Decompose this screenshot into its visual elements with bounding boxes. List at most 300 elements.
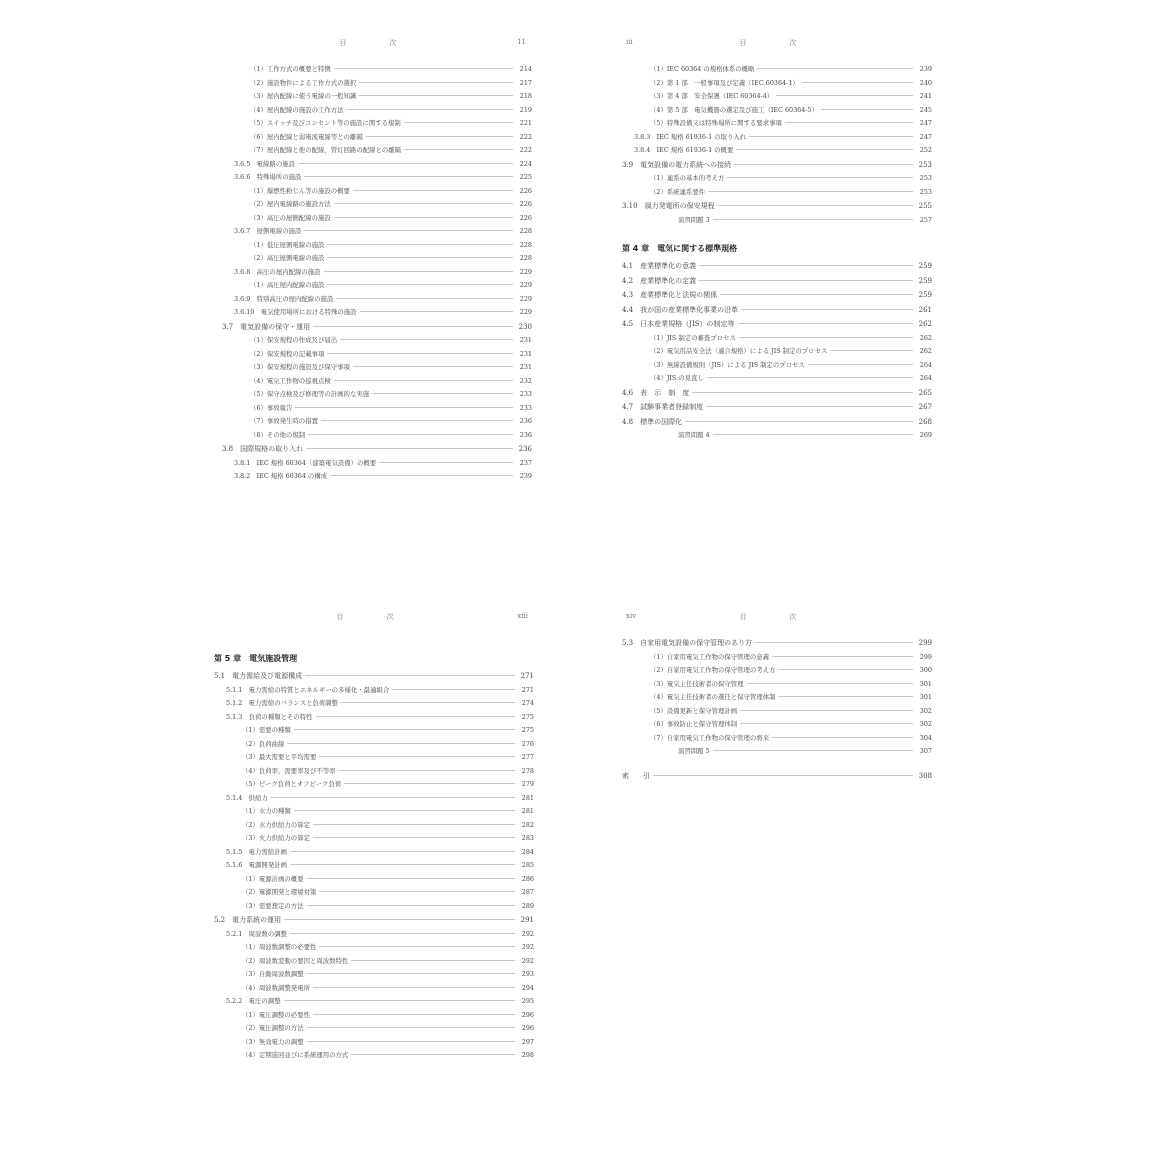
toc-entry[interactable] (622, 360, 932, 374)
toc-entry-label: 5.1.5 電力需給計画 (226, 847, 287, 856)
toc-entry[interactable] (622, 290, 932, 304)
toc-leader-line (713, 219, 913, 220)
toc-leader-line (339, 770, 515, 771)
toc-entry-label: 演習問題 5 (678, 747, 710, 755)
toc-entry[interactable] (622, 346, 932, 360)
toc-entry[interactable] (214, 1037, 534, 1051)
toc-leader-line (372, 393, 513, 394)
toc-entry[interactable] (622, 733, 932, 747)
toc-entry-label: 3.8.3 IEC 規格 61936-1 の取り入れ (634, 132, 747, 141)
toc-entry-label: 3.8.2 IEC 規格 60364 の構成 (234, 472, 328, 480)
toc-entry-page: 278 (521, 766, 534, 775)
toc-entry-page: 225 (519, 173, 532, 181)
toc-entry[interactable] (622, 665, 932, 679)
toc-entry[interactable] (214, 820, 534, 834)
toc-leader-line (336, 298, 513, 299)
toc-leader-line (734, 164, 913, 165)
toc-leader-line (772, 656, 913, 657)
toc-entry[interactable] (622, 638, 932, 652)
toc-leader-line (304, 230, 513, 231)
toc-entry[interactable] (222, 280, 532, 294)
toc-entry-label: 4.4 我が国の産業標準化事業の沿革 (622, 305, 739, 314)
toc-leader-line (747, 683, 913, 684)
toc-entry-page: 287 (521, 888, 534, 896)
toc-entry[interactable] (214, 766, 534, 780)
toc-entry-page: 281 (521, 807, 534, 815)
toc-entry[interactable] (222, 105, 532, 119)
toc-entry[interactable] (622, 78, 932, 92)
toc-entry[interactable] (222, 253, 532, 267)
toc-entry-label: 4.7 試験事業者登録制度 (622, 403, 704, 411)
toc-entry-page: 268 (918, 417, 932, 426)
toc-entry-page: 304 (919, 733, 932, 742)
toc-leader-line (327, 353, 513, 354)
toc-entry-page: 289 (521, 901, 534, 910)
toc-leader-line (359, 95, 513, 96)
toc-entry[interactable] (222, 226, 532, 240)
toc-entry-label: （7）屋内配線と他の配線，管灯回路の配線との離隔 (250, 146, 402, 154)
page-number: xiv (626, 612, 637, 620)
toc-entry[interactable] (622, 402, 932, 416)
toc-entry-label: （4）電気工作物の巡視点検 (250, 376, 331, 385)
toc-entry-label: （3）無線設備規則（JIS）による JIS 制定のプロセス (650, 360, 805, 369)
toc-page-4 (622, 612, 932, 784)
toc-entry-label: （2）電源開発と環境対策 (242, 888, 317, 896)
page-header (622, 38, 932, 52)
toc-entry-page: 276 (521, 739, 534, 748)
toc-entry-label: 5.3 自家用電気設備の保守管理のあり方 (622, 639, 753, 647)
toc-entry-page: 277 (521, 753, 534, 761)
toc-entry-label: （2）屋内電線路の施設方法 (250, 200, 331, 208)
toc-leader-line (290, 864, 515, 865)
toc-entry[interactable] (214, 929, 534, 943)
toc-entry[interactable] (214, 739, 534, 753)
toc-entry-page: 221 (519, 119, 532, 127)
toc-entry-page: 253 (918, 160, 932, 169)
toc-entry-page: 262 (918, 320, 932, 328)
toc-entry-label: （1）連系の基本的考え方 (650, 174, 725, 182)
toc-entry-page: 245 (919, 105, 932, 114)
toc-entry-page: 228 (519, 254, 532, 262)
toc-entry-page: 233 (519, 390, 532, 398)
toc-entry-label: （4）周波数調整発電所 (242, 983, 310, 992)
page-number: iii (626, 38, 633, 46)
toc-entry[interactable] (214, 860, 534, 874)
toc-entry-page: 264 (919, 360, 932, 369)
toc-leader-line (298, 163, 513, 164)
toc-entry-page: 214 (519, 65, 532, 73)
toc-leader-line (739, 337, 913, 338)
toc-entry[interactable] (622, 388, 932, 402)
toc-entry[interactable] (622, 276, 932, 290)
toc-entry[interactable] (214, 942, 534, 956)
toc-entry-page: 219 (519, 105, 532, 114)
page-header-title: 目 次 (336, 613, 412, 621)
toc-entry[interactable] (622, 333, 932, 347)
toc-page-2 (622, 38, 932, 444)
toc-entry-label: （1）工作方式の概要と特徴 (250, 65, 331, 73)
toc-entry-label: 4.6 表 示 制 度 (622, 388, 690, 397)
toc-entry-page: 286 (521, 874, 534, 883)
toc-entry-label: 4.8 標準の国際化 (622, 417, 683, 426)
toc-leader-line (284, 1000, 515, 1001)
toc-entry-page: 294 (521, 983, 534, 992)
toc-leader-line (307, 1041, 515, 1042)
toc-entry-page: 261 (918, 305, 932, 314)
toc-entry[interactable] (622, 160, 932, 174)
toc-leader-line (718, 205, 913, 206)
toc-entry-label: （3）屋内配線に使う電線の一般知識 (250, 92, 357, 100)
toc-leader-line (284, 919, 515, 920)
toc-entry-label: （4）JIS の見直し (650, 374, 704, 382)
toc-entry-label: 3.7 電気設備の保守・運用 (222, 322, 311, 331)
toc-entry[interactable] (214, 806, 534, 820)
toc-leader-line (699, 280, 913, 281)
toc-entry-label: （4）負荷率，需要率及び不等率 (242, 766, 336, 775)
toc-entry[interactable] (622, 215, 932, 229)
toc-entry-page: 301 (919, 693, 932, 701)
toc-entry-label: 3.6.6 特殊場所の施設 (234, 173, 302, 181)
toc-entry-label: （1）自家用電気工作物の保守管理の意義 (650, 652, 770, 661)
toc-entry-label: （1）高圧屋内配線の施設 (250, 281, 325, 289)
toc-entry[interactable] (222, 458, 532, 472)
toc-entry[interactable] (222, 294, 532, 308)
toc-entry[interactable] (214, 915, 534, 929)
toc-leader-line (738, 323, 914, 324)
toc-entry[interactable] (222, 444, 532, 458)
toc-entry-page: 271 (520, 672, 534, 680)
toc-entry[interactable] (214, 996, 534, 1010)
toc-leader-line (685, 421, 913, 422)
toc-entry-page: 236 (518, 445, 532, 453)
toc-entry-label: （2）施設物件による工作方式の選択 (250, 78, 357, 87)
toc-entry-page: 224 (519, 159, 532, 168)
toc-entry-label: （4）第 5 部 電気機器の選定及び施工（IEC 60364-5） (650, 105, 818, 114)
page-header (222, 38, 532, 52)
toc-leader-line (327, 257, 513, 258)
toc-entry[interactable] (222, 362, 532, 376)
page-number: 11 (517, 38, 526, 46)
toc-entry[interactable] (622, 91, 932, 105)
toc-entry-label: （3）需要想定の方法 (242, 901, 304, 910)
toc-entry-label: （1）周波数調整の必要性 (242, 943, 317, 951)
toc-entry[interactable] (214, 1050, 534, 1064)
toc-leader-line (327, 244, 513, 245)
toc-entry-label: （1）低圧屋側電線の施設 (250, 240, 325, 249)
toc-entry-label: 索 引 (622, 771, 650, 780)
toc-entry[interactable] (222, 322, 532, 336)
toc-entry-label: 5.1 電力需給及び電源構成 (214, 672, 303, 680)
toc-entry[interactable] (622, 430, 932, 444)
toc-entry[interactable] (622, 679, 932, 693)
toc-entry-label: （2）高圧屋側電線の施設 (250, 254, 325, 262)
toc-entry[interactable] (622, 417, 932, 431)
toc-entry-label: （2）電気用品安全法（適合規格）による JIS 制定のプロセス (650, 347, 828, 355)
toc-entry-page: 236 (519, 417, 532, 425)
toc-leader-line (313, 837, 515, 838)
toc-leader-line (334, 217, 513, 218)
toc-entry-label: 5.1.2 電力需給のバランスと負荷調整 (226, 699, 338, 707)
toc-entry-label: 5.2 電力系統の運用 (214, 916, 282, 924)
toc-entry-page: 253 (919, 174, 932, 182)
toc-entry[interactable] (214, 874, 534, 888)
toc-entry-page: 301 (919, 679, 932, 688)
toc-leader-line (359, 82, 513, 83)
toc-entry[interactable] (222, 91, 532, 105)
toc-entry-page: 281 (521, 793, 534, 802)
toc-leader-line (351, 1054, 515, 1055)
toc-leader-line (321, 420, 513, 421)
toc-entry-label: （8）その他の規制 (250, 430, 306, 439)
toc-entry[interactable] (622, 319, 932, 333)
toc-entry-label: （5）スイッチ及びコンセント等の施設に関する規制 (250, 119, 401, 127)
toc-entry[interactable] (222, 213, 532, 227)
toc-leader-line (740, 723, 913, 724)
toc-entry-page: 259 (918, 262, 932, 270)
toc-entry[interactable] (622, 173, 932, 187)
toc-leader-line (736, 149, 913, 150)
toc-leader-line (290, 933, 515, 934)
toc-entry[interactable] (214, 752, 534, 766)
toc-entry-label: 3.6.5 電線路の施設 (234, 159, 295, 168)
toc-entry[interactable] (222, 389, 532, 403)
toc-leader-line (324, 271, 513, 272)
toc-leader-line (713, 434, 913, 435)
toc-entry[interactable] (622, 373, 932, 387)
toc-entry[interactable] (622, 652, 932, 666)
toc-leader-line (779, 669, 914, 670)
toc-entry-page: 233 (519, 403, 532, 412)
toc-entry[interactable] (214, 712, 534, 726)
toc-entry[interactable] (222, 145, 532, 159)
toc-leader-line (344, 783, 515, 784)
toc-entry[interactable] (622, 261, 932, 275)
toc-entry[interactable] (214, 833, 534, 847)
toc-entry-label: 5.1.3 負荷の種類とその特性 (226, 712, 313, 721)
toc-entry-page: 231 (519, 363, 532, 371)
toc-leader-line (706, 406, 913, 407)
toc-entry-page: 226 (519, 200, 532, 208)
toc-entry-label: （7）事故発生時の措置 (250, 417, 318, 425)
toc-leader-line (319, 946, 515, 947)
toc-entry-label: （3）最大需要と平均需要 (242, 753, 317, 761)
toc-entry-page: 291 (520, 916, 534, 924)
toc-entry-label: 4.5 日本産業規格（JIS）の制定等 (622, 320, 735, 328)
toc-entry[interactable] (622, 64, 932, 78)
toc-entry-label: （5）設備更新と保守管理計画 (650, 706, 738, 715)
toc-leader-line (319, 891, 515, 892)
toc-entry-label: （1）爆燃性粉じん等の施設の概要 (250, 186, 350, 195)
toc-leader-line (821, 109, 913, 110)
toc-entry-page: 226 (519, 213, 532, 222)
toc-entry-label: 4.3 産業標準化と法規の関係 (622, 291, 718, 299)
toc-entry-label: 3.8.4 IEC 規格 61936-1 の概要 (634, 146, 734, 154)
toc-entry-label: 3.9 電気設備の電力系統への接続 (622, 160, 732, 169)
toc-entry[interactable] (222, 376, 532, 390)
toc-entry[interactable] (222, 199, 532, 213)
toc-entry-page: 296 (521, 1010, 534, 1019)
toc-entry-label: （3）火力供給力の算定 (242, 834, 310, 842)
toc-entry-label: 5.2.2 電圧の調整 (226, 997, 281, 1005)
toc-entry-label: （1）水力の種類 (242, 807, 291, 815)
toc-entry-label: （5）ピーク負荷とオフピーク負荷 (242, 780, 342, 788)
toc-leader-line (305, 675, 515, 676)
page-number: xiii (517, 612, 528, 620)
toc-entry-page: 229 (519, 308, 532, 316)
toc-leader-line (306, 448, 513, 449)
chapter-heading: 第 4 章 電気に関する標準規格 (622, 244, 738, 253)
toc-entry-page: 239 (919, 65, 932, 73)
toc-entry[interactable] (622, 746, 932, 760)
toc-entry-page: 269 (919, 431, 932, 439)
toc-entry[interactable] (222, 403, 532, 417)
page-header-title: 目 次 (339, 39, 415, 47)
toc-entry-page: 271 (521, 685, 534, 694)
toc-entry-page: 218 (519, 92, 532, 100)
toc-entry-page: 302 (919, 720, 932, 728)
toc-entry[interactable] (222, 307, 532, 321)
toc-entry-label: （2）自家用電気工作物の保守管理の考え方 (650, 666, 776, 674)
toc-entry[interactable] (222, 335, 532, 349)
toc-entry[interactable] (222, 64, 532, 78)
toc-entry[interactable] (622, 145, 932, 159)
toc-entry-label: 演習問題 3 (678, 215, 710, 224)
toc-entry-page: 295 (521, 997, 534, 1005)
toc-entry-page: 257 (919, 215, 932, 224)
toc-entry[interactable] (214, 969, 534, 983)
toc-entry[interactable] (622, 132, 932, 146)
toc-entry[interactable] (222, 416, 532, 430)
toc-entry-label: 3.8.1 IEC 規格 60364（建築電気設備）の概要 (234, 458, 377, 467)
toc-entry-page: 264 (919, 374, 932, 382)
toc-entry[interactable] (214, 685, 534, 699)
toc-entry[interactable] (622, 187, 932, 201)
toc-leader-line (353, 190, 513, 191)
chapter-heading: 第 5 章 電気施設管理 (214, 654, 298, 663)
toc-entry-label: 演習問題 4 (678, 431, 710, 439)
toc-leader-line (404, 149, 513, 150)
toc-entry-label: （2）水力供給力の算定 (242, 820, 310, 829)
toc-entry-page: 255 (918, 202, 932, 210)
toc-entry[interactable] (214, 887, 534, 901)
toc-leader-line (727, 177, 913, 178)
toc-leader-line (740, 710, 913, 711)
toc-entry[interactable] (214, 725, 534, 739)
toc-entry[interactable] (214, 698, 534, 712)
toc-entry[interactable] (622, 118, 932, 132)
toc-entry-label: 3.6.7 屋側電線の施設 (234, 227, 302, 235)
toc-entry[interactable] (622, 719, 932, 733)
toc-entry-page: 296 (521, 1024, 534, 1032)
toc-entry[interactable] (222, 186, 532, 200)
toc-leader-line (313, 1014, 515, 1015)
toc-entry[interactable] (222, 240, 532, 254)
toc-leader-line (351, 960, 515, 961)
toc-entry[interactable] (214, 956, 534, 970)
toc-entry[interactable] (214, 983, 534, 997)
toc-entry-page: 229 (519, 281, 532, 289)
toc-leader-line (307, 973, 515, 974)
toc-entry[interactable] (222, 132, 532, 146)
toc-leader-line (802, 82, 913, 83)
toc-entry-page: 236 (519, 430, 532, 439)
toc-leader-line (366, 136, 513, 137)
toc-leader-line (334, 203, 513, 204)
toc-entry[interactable] (622, 105, 932, 119)
toc-entry-label: （2）負荷曲線 (242, 739, 285, 748)
toc-entry-label: （7）自家用電気工作物の保守管理の将来 (650, 733, 770, 742)
toc-entry-label: （3）自動周波数調整 (242, 970, 304, 978)
toc-entry-label: 5.1.4 供給力 (226, 793, 268, 802)
toc-entry-page: 231 (519, 349, 532, 358)
toc-entry[interactable] (214, 671, 534, 685)
toc-entry[interactable] (222, 118, 532, 132)
toc-entry[interactable] (214, 1010, 534, 1024)
toc-entry[interactable] (222, 78, 532, 92)
toc-leader-line (313, 824, 515, 825)
toc-entry-label: 3.6.8 高圧の屋内配線の施設 (234, 267, 321, 276)
toc-entry-page: 230 (518, 322, 532, 331)
toc-leader-line (294, 729, 515, 730)
toc-leader-line (741, 309, 913, 310)
toc-entry[interactable] (214, 901, 534, 915)
toc-entry[interactable] (222, 471, 532, 485)
toc-leader-line (295, 407, 513, 408)
toc-leader-line (404, 122, 513, 123)
toc-entry[interactable] (222, 267, 532, 281)
toc-entry[interactable] (214, 1023, 534, 1037)
toc-entry-page: 282 (521, 820, 534, 829)
toc-entry-page: 285 (521, 861, 534, 869)
toc-entry-label: （1）需要の種類 (242, 726, 291, 734)
toc-entry[interactable] (622, 692, 932, 706)
toc-page-3 (214, 612, 534, 1064)
toc-entry[interactable] (622, 305, 932, 319)
toc-leader-line (392, 689, 515, 690)
toc-entry-page: 231 (519, 336, 532, 344)
toc-entry[interactable] (222, 159, 532, 173)
toc-entry-page: 262 (919, 347, 932, 355)
toc-entry-label: （5）保守点検及び修理等の計画的な実施 (250, 390, 370, 398)
toc-leader-line (307, 905, 515, 906)
toc-entry[interactable] (214, 793, 534, 807)
toc-entry-page: 247 (919, 119, 932, 127)
toc-entry-label: 5.1.1 電力需給の特質とエネルギーの多様化・最適組合 (226, 685, 390, 694)
toc-entry-page: 302 (919, 706, 932, 715)
toc-entry[interactable] (622, 706, 932, 720)
toc-leader-line (347, 109, 513, 110)
toc-leader-line (334, 68, 513, 69)
toc-entry-page: 228 (519, 240, 532, 249)
toc-entry[interactable] (222, 349, 532, 363)
toc-entry[interactable] (222, 172, 532, 186)
toc-entry[interactable] (214, 779, 534, 793)
page-header (622, 612, 932, 626)
toc-entry[interactable] (622, 771, 932, 785)
toc-leader-line (330, 475, 513, 476)
toc-entry-page: 217 (519, 78, 532, 87)
toc-entry-page: 259 (918, 276, 932, 285)
toc-entry[interactable] (622, 201, 932, 215)
toc-entry-page: 283 (521, 834, 534, 842)
toc-entry-label: 3.6.9 特別高圧の屋内配線の施設 (234, 294, 334, 303)
toc-entry-label: 4.2 産業標準化の定義 (622, 276, 697, 285)
toc-entry-page: 229 (519, 267, 532, 276)
toc-entry[interactable] (214, 847, 534, 861)
toc-entry[interactable] (222, 430, 532, 444)
toc-entry-page: 222 (519, 132, 532, 141)
toc-entry-label: （4）電気主任技術者の選任と保守管理体制 (650, 693, 776, 701)
